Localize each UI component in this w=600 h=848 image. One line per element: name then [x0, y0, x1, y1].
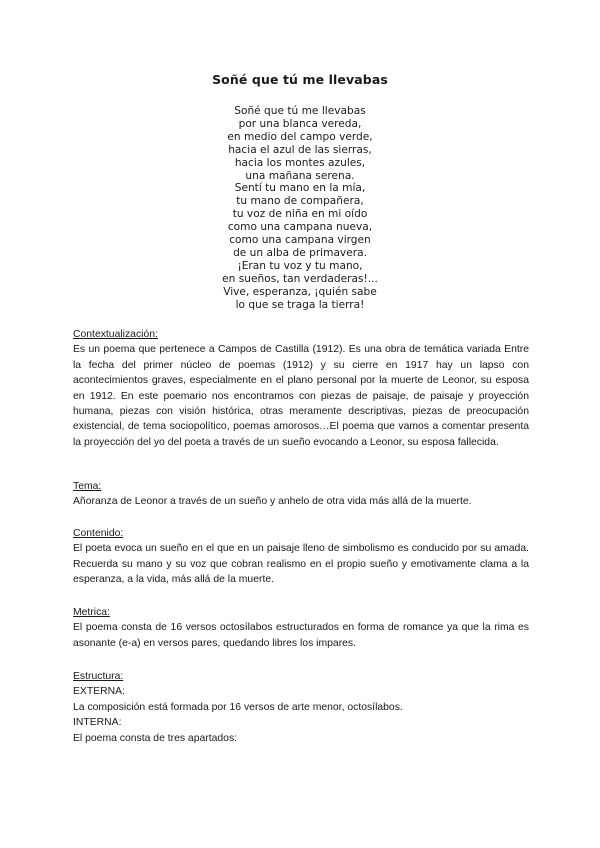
estructura-line: La composición está formada por 16 versos de arte menor, octosílabos. [73, 701, 403, 713]
estructura-line: EXTERNA: [73, 686, 125, 698]
poem-line: en medio del campo verde, [227, 130, 373, 143]
estructura-line: INTERNA: [73, 717, 122, 729]
metrica-section [73, 605, 529, 651]
contextualizacion-heading: Contextualización: [73, 329, 158, 340]
tema-section [73, 479, 529, 510]
poem-line: tu voz de niña en mi oído [232, 208, 368, 221]
poem-line: hacia el azul de las sierras, [228, 143, 372, 156]
poem-line: lo que se traga la tierra! [235, 298, 365, 311]
poem-line: de un alba de primavera. [233, 246, 367, 259]
tema-text: Añoranza de Leonor a través de un sueño y anhelo de otra vida más allá de la muerte. [73, 496, 472, 508]
poem-line: como una campana virgen [229, 234, 371, 247]
poem-line: Vive, esperanza, ¡quién sabe [223, 285, 377, 298]
poem-line: por una blanca vereda, [238, 117, 362, 130]
poem-line: tu mano de compañera, [236, 195, 364, 208]
poem-line: como una campana nueva, [227, 221, 373, 234]
poem-line: Soñé que tú me llevabas [234, 105, 366, 117]
estructura-heading: Estructura: [73, 671, 124, 682]
poem-text [0, 105, 600, 312]
poem-line: una mañana serena. [245, 169, 355, 182]
estructura-line: El poema consta de tres apartados: [73, 732, 238, 744]
contenido-heading: Contenido: [73, 528, 124, 539]
estructura-section [73, 669, 529, 746]
poem-line: ¡Eran tu voz y tu mano, [237, 259, 363, 272]
contextualizacion-text: Es un poema que pertenece a Campos de Castilla (1912). Es una obra de temática variada Entre la fecha del primer núcleo de poemas (1912) y su cierre en 1917 hay un lapso con acontecimientos graves, especialmente en el plano personal por la muerte de Leonor, su esposa en 1912. En este poemario nos encontramos con piezas de paisaje, de paisaje y proyección humana, piezas con visión histórica, otras meramente descriptivas, piezas de preocupación existencial, de tema sociopolítico, poemas amorosos…El poema que vamos a comentar presenta la proyección del yo del poeta a través de un sueño evocando a Leonor, su esposa fallecida. [73, 344, 529, 448]
contextualizacion-section [73, 327, 529, 450]
poem-line: hacia los montes azules, [234, 156, 366, 169]
poem-title: Soñé que tú me llevabas [212, 72, 388, 87]
poem-line: en sueños, tan verdaderas!... [222, 272, 378, 285]
tema-heading: Tema: [73, 481, 102, 492]
contenido-text: El poeta evoca un sueño en el que en un paisaje lleno de simbolismo es conducido por su amada. Recuerda su mano y su voz que cobran realismo en el propio sueño y emotivamente clama a la esperanza, a la vida, más allá de la muerte. [73, 543, 529, 586]
metrica-text: El poema consta de 16 versos octosílabos estructurados en forma de romance ya que la rima es asonante (e-a) en versos pares, quedando libres los impares. [73, 622, 529, 649]
metrica-heading: Metrica: [73, 607, 110, 618]
contenido-section [73, 526, 529, 588]
poem-line: Sentí tu mano en la mía, [234, 182, 366, 195]
